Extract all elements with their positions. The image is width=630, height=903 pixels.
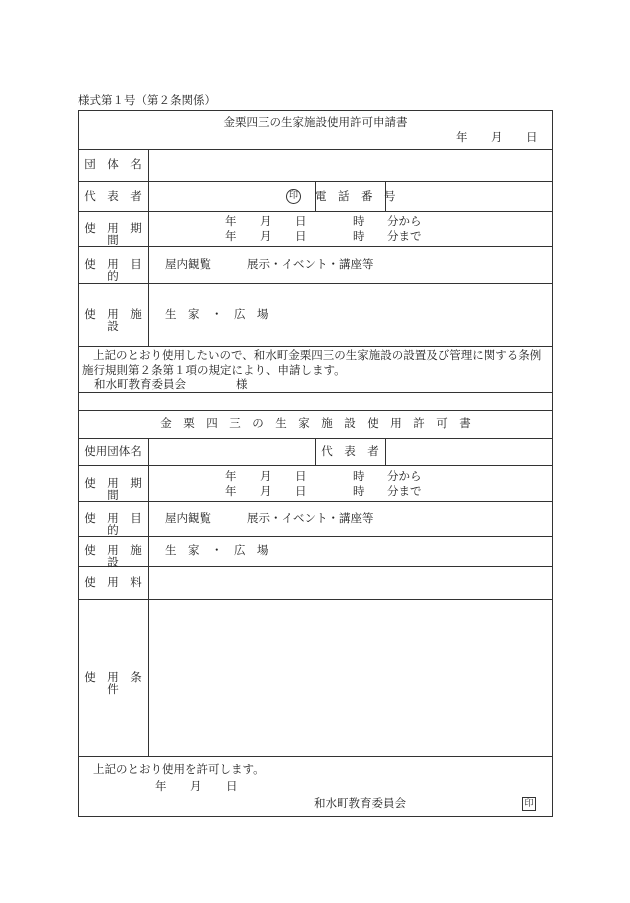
permit-to-hour: 時 [353,484,365,498]
permit-to-day: 日 [295,484,307,498]
rule [78,756,553,757]
rule [78,465,553,466]
phone-field[interactable] [392,190,547,202]
period-to-minute: 分まで [387,229,422,243]
permit-purpose-option-indoor[interactable]: 屋内観覧 [165,511,211,525]
permit-from-minute: 分から [387,469,422,483]
conditions-field[interactable] [155,606,545,748]
permit-to-month: 月 [260,484,272,498]
permit-date-month: 月 [190,779,202,793]
addressee-suffix: 様 [236,377,248,391]
facility-label: 使 用 施 設 [84,307,154,333]
application-date-year: 年 [456,130,468,144]
rule [78,599,553,600]
rule [78,246,553,247]
purpose-option-event[interactable]: 展示・イベント・講座等 [247,257,374,271]
org-label: 団 体 名 [84,157,142,171]
permit-from-year: 年 [225,469,237,483]
rule [78,536,553,537]
permit-org-field[interactable] [155,445,310,457]
application-statement-line1: 上記のとおり使用したいので、和水町金栗四三の生家施設の設置及び管理に関する条例 [93,348,542,362]
fee-label: 使 用 料 [84,575,142,589]
period-from-year: 年 [225,214,237,228]
conditions-label: 使 用 条 件 [84,670,154,696]
period-to-day: 日 [295,229,307,243]
rule [78,392,553,393]
rule [78,410,553,411]
rule [78,566,553,567]
period-from-month: 月 [260,214,272,228]
permit-purpose-label: 使 用 目 的 [84,511,154,537]
issuer: 和水町教育委員会 [314,796,406,810]
rep-divider [385,438,386,465]
permit-to-year: 年 [225,484,237,498]
permit-org-label: 使用団体名 [84,444,142,458]
permit-from-day: 日 [295,469,307,483]
addressee: 和水町教育委員会 [94,377,186,391]
permit-rep-field[interactable] [392,445,547,457]
rule [78,211,553,212]
permit-to-minute: 分まで [387,484,422,498]
issuer-seal: 印 [522,797,536,811]
permit-date-day: 日 [226,779,238,793]
period-from-day: 日 [295,214,307,228]
application-statement-line2: 施行規則第２条第１項の規定により、申請します。 [82,363,346,377]
rep-label: 代 表 者 [84,189,142,203]
facility-value: 生 家 ・ 広 場 [165,307,269,321]
period-from-hour: 時 [353,214,365,228]
permit-title: 金 栗 四 三 の 生 家 施 設 使 用 許 可 書 [160,416,471,430]
period-from-minute: 分から [387,214,422,228]
permit-facility-label: 使 用 施 設 [84,543,154,569]
application-date-month: 月 [491,130,503,144]
purpose-label: 使 用 目 的 [84,257,154,283]
permit-from-hour: 時 [353,469,365,483]
rule [78,283,553,284]
purpose-option-indoor[interactable]: 屋内観覧 [165,257,211,271]
period-to-hour: 時 [353,229,365,243]
rule [78,501,553,502]
phone-label: 電 話 番 号 [315,189,396,203]
period-label: 使 用 期 間 [84,221,154,247]
rule [78,149,553,150]
permit-statement: 上記のとおり使用を許可します。 [93,762,265,776]
period-to-month: 月 [260,229,272,243]
permit-purpose-option-event[interactable]: 展示・イベント・講座等 [247,511,374,525]
form-number: 様式第１号（第２条関係） [78,93,216,107]
org-field[interactable] [155,159,545,171]
seal-mark: 印 [286,189,301,204]
rule [78,346,553,347]
permit-facility-value: 生 家 ・ 広 場 [165,543,269,557]
permit-rep-label: 代 表 者 [321,444,379,458]
permit-date-year: 年 [155,779,167,793]
fee-field[interactable] [155,576,545,588]
permit-period-label: 使 用 期 間 [84,476,154,502]
rep-field[interactable] [155,190,275,202]
permit-from-month: 月 [260,469,272,483]
application-title: 金栗四三の生家施設使用許可申請書 [223,115,408,129]
application-date-day: 日 [526,130,538,144]
period-to-year: 年 [225,229,237,243]
